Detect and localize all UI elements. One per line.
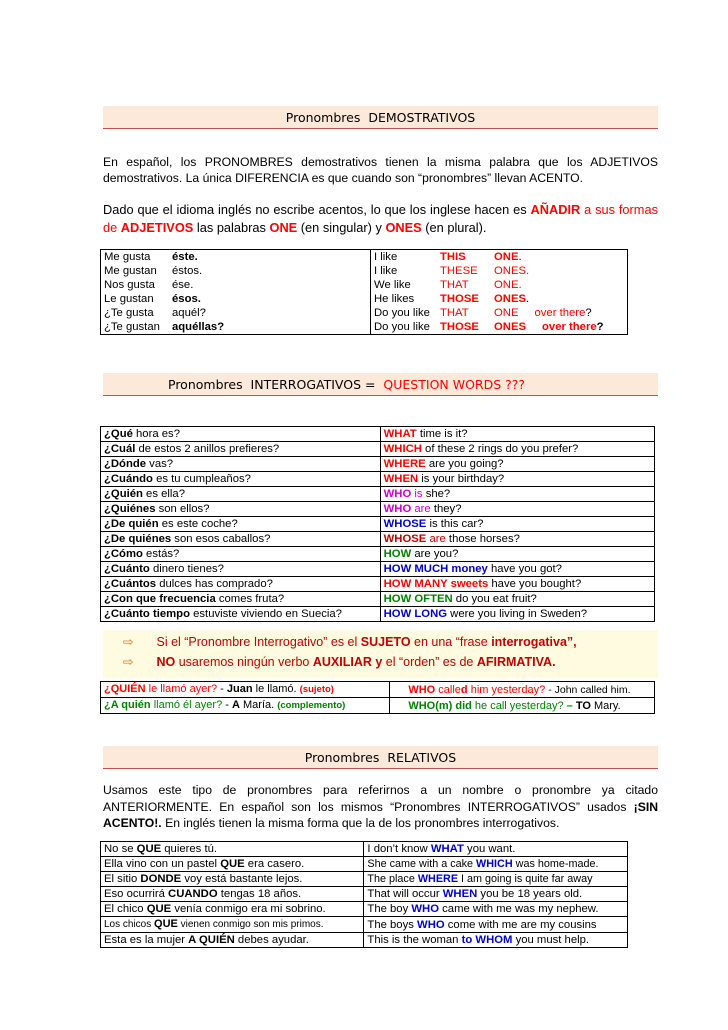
table-row (101, 250, 628, 265)
english-sentence (364, 887, 628, 902)
one-text: ONE. (494, 279, 522, 291)
table-row (101, 457, 655, 472)
question-rest-en: were you living in Sweden? (447, 608, 588, 620)
section-title-keyword: RELATIVOS (387, 749, 457, 765)
spanish-pronoun (169, 250, 371, 265)
relative-pronoun-en: WHICH (476, 858, 513, 870)
question-rest: hora es? (132, 428, 180, 440)
question-rest: son ellos? (155, 503, 210, 515)
question-word: ¿Cómo (104, 548, 143, 560)
english-verb: Do you like (371, 306, 438, 320)
question-word-en: WHICH (383, 443, 422, 455)
english-one (491, 320, 628, 335)
question-rest: estás? (142, 548, 180, 560)
demonstrative-text: THIS (440, 251, 466, 263)
spanish-question (101, 457, 381, 472)
english-one (491, 264, 628, 278)
spanish-question (101, 427, 381, 442)
english-verb: He likes (371, 292, 438, 306)
section-title: Pronombres (168, 376, 243, 392)
question-rest-en: do you eat fruit? (452, 593, 537, 605)
question-word-en: WHOSE (383, 533, 427, 545)
question-rest-en: are you? (411, 548, 459, 560)
spanish-question (101, 592, 381, 607)
relative-pronoun-en: to WHOM (461, 934, 513, 946)
sentence-part: El sitio (104, 873, 141, 885)
english-question (380, 532, 654, 547)
table-row (101, 264, 628, 278)
sentence-part: was home-made. (512, 858, 599, 870)
one-text: ONES (494, 293, 527, 305)
sentence-part: you be 18 years old. (477, 888, 583, 900)
example-es: ¿QUIÉN le llamó ayer? - Juan le llamó. (sujeto) (101, 682, 390, 698)
sentence-part: The boy (367, 903, 412, 915)
sentence-part: No se (104, 843, 137, 855)
question-rest-en: have you bought? (488, 578, 582, 590)
over-there-text: over there (534, 307, 586, 319)
question-word-en: WHERE (383, 458, 426, 470)
sentence-part: quieres tú. (161, 843, 218, 855)
spanish-verb: Le gustan (104, 293, 154, 305)
english-question (380, 562, 654, 577)
auxiliary: are (426, 533, 446, 545)
question-word-en: WHO (383, 488, 412, 500)
table-row (101, 607, 655, 622)
question-rest-en: is your birthday? (418, 473, 505, 485)
sentence-part: Esta es la mujer (104, 934, 189, 946)
spanish-question (101, 607, 381, 622)
question-word-en: WHO (383, 503, 412, 515)
table-row (101, 487, 655, 502)
sentence-part: Ella vino con un pastel (104, 858, 221, 870)
section-header-relativos (103, 746, 658, 769)
relatives-paragraph: Usamos este tipo de pronombres para referirnos a un nombre o pronombre ya citado ANTERIORMENTE. En español son los mismos “Pronombres INTERROGATIVOS” usados ¡SIN ACENTO!. En inglés tienen la misma forma que la de los pronombres interrogativos. (103, 783, 659, 830)
spanish-verb: Nos gusta (104, 279, 155, 291)
spanish-question (101, 577, 381, 592)
spanish-verb: ¿Te gusta (104, 307, 154, 319)
question-word-en: HOW (383, 548, 412, 560)
spanish-pronoun (169, 292, 371, 306)
question-word: ¿Cuándo (104, 473, 153, 485)
question-rest-en: is this car? (426, 518, 484, 530)
english-question (380, 472, 654, 487)
question-rest-en: of these 2 rings do you prefer? (421, 443, 579, 455)
example-row-object (101, 698, 655, 714)
english-sentence (364, 902, 628, 917)
question-word: ¿Quiénes (104, 503, 156, 515)
spanish-question (101, 547, 381, 562)
pronoun-text: ésos. (172, 293, 201, 305)
spanish-verb: Me gustan (104, 265, 157, 277)
punct: . (526, 293, 530, 305)
intro-paragraph: En español, los PRONOMBRES demostrativos tienen la misma palabra que los ADJETIVOS demostrativos. La única DIFERENCIA es que cuando son “pronombres” llevan ACENTO. (103, 155, 658, 185)
sentence-part: El chico (104, 903, 147, 915)
english-demonstrative (437, 306, 491, 320)
question-word-en: WHAT (383, 428, 417, 440)
punct: . (518, 251, 522, 263)
subject-object-examples (100, 681, 655, 714)
sentence-part: voy está bastante lejos. (181, 873, 303, 885)
spanish-sentence (101, 857, 364, 872)
question-rest: es tu cumpleaños? (152, 473, 251, 485)
sentence-part: She came with a cake (367, 858, 477, 870)
pronoun-text: éste. (172, 251, 198, 263)
example-es: ¿A quién llamó él ayer? - A María. (complemento) (101, 698, 390, 714)
sentence-part: you want. (463, 843, 516, 855)
table-row (101, 278, 628, 292)
relative-pronoun-en: WHAT (430, 843, 464, 855)
rule-line-2: ⇨ NO usaremos ningún verbo AUXILIAR y el “orden” es de AFIRMATIVA. (123, 655, 556, 669)
spanish-question (101, 562, 381, 577)
spanish-pronoun (169, 320, 371, 335)
auxiliary: is (411, 488, 423, 500)
english-sentence (364, 857, 628, 872)
table-row (101, 472, 655, 487)
spanish-question (101, 517, 381, 532)
relative-pronoun: QUE (136, 843, 162, 855)
question-word: ¿Cuánto tiempo (104, 608, 190, 620)
section-title: Pronombres (285, 109, 361, 125)
english-verb: Do you like (371, 320, 438, 335)
english-demonstrative (437, 250, 491, 265)
question-rest-en: have you got? (487, 563, 562, 575)
section-title-question-words: QUESTION WORDS ??? (383, 376, 526, 392)
example-row-subject (101, 682, 655, 698)
english-sentence (364, 917, 628, 933)
question-rest: dulces has comprado? (156, 578, 273, 590)
english-verb: I like (371, 264, 438, 278)
pronoun-text: aquél? (172, 307, 206, 319)
question-word: ¿Cuántos (104, 578, 157, 590)
relative-pronoun: DONDE (140, 873, 182, 885)
question-word-en: HOW LONG (383, 608, 448, 620)
question-word-en: HOW OFTEN (383, 593, 453, 605)
sentence-part: This is the woman (367, 934, 462, 946)
english-one (491, 306, 628, 320)
sentence-part: The place (367, 873, 418, 885)
english-sentence (364, 842, 628, 857)
question-word: ¿De quiénes (104, 533, 172, 545)
spanish-question (101, 487, 381, 502)
table-row (101, 562, 655, 577)
relative-pronoun-en: WHO (411, 903, 439, 915)
question-rest: son esos caballos? (171, 533, 271, 545)
question-word-en: WHEN (383, 473, 419, 485)
english-demonstrative (437, 292, 491, 306)
table-row (101, 320, 628, 335)
question-rest: es ella? (142, 488, 185, 500)
relative-pronoun: QUE (220, 858, 245, 870)
question-word-en: WHOSE (383, 518, 427, 530)
english-question (380, 487, 654, 502)
relative-pronoun: QUE (154, 918, 178, 930)
question-rest-en: they? (430, 503, 462, 515)
table-row (101, 502, 655, 517)
english-question (380, 607, 654, 622)
question-word-en: HOW MUCH money (383, 563, 488, 575)
question-word: ¿Qué (104, 428, 133, 440)
pronoun-text: éstos. (172, 265, 203, 277)
question-word: ¿Dónde (104, 458, 147, 470)
auxiliary: are (411, 503, 431, 515)
english-verb: I like (371, 250, 438, 265)
table-row (101, 857, 628, 872)
table-row (101, 427, 655, 442)
demonstrative-text: THOSE (440, 293, 479, 305)
spanish-sentence (101, 902, 364, 917)
punct: ? (585, 307, 592, 319)
english-one (491, 292, 628, 306)
english-question (380, 442, 654, 457)
english-sentence (364, 933, 628, 948)
section-title: Pronombres (304, 749, 380, 765)
sentence-part: Eso ocurrirá (104, 888, 169, 900)
arrow-right-icon: ⇨ (123, 655, 134, 669)
table-row (101, 292, 628, 306)
spanish-verb: ¿Te gustan (104, 321, 160, 333)
question-word-en: HOW MANY sweets (383, 578, 489, 590)
question-word: ¿Quién (104, 488, 143, 500)
sentence-part: That will occur (367, 888, 443, 900)
question-rest-en: she? (422, 488, 451, 500)
example-en: WHO(m) did he call yesterday? – TO Mary. (390, 698, 655, 714)
table-row (101, 933, 628, 948)
question-word: ¿Cuál (104, 443, 136, 455)
one-text: ONES (494, 321, 527, 333)
sentence-part: vienen conmigo son mis primos. (177, 919, 324, 930)
sentence-part: era casero. (244, 858, 305, 870)
table-row (101, 306, 628, 320)
table-row (101, 547, 655, 562)
english-verb: We like (371, 278, 438, 292)
spanish-sentence (101, 872, 364, 887)
spanish-sentence (101, 933, 364, 948)
spanish-sentence (101, 917, 364, 933)
relatives-table (100, 841, 628, 948)
question-rest-en: those horses? (445, 533, 520, 545)
demonstrative-text: THAT (440, 307, 469, 319)
table-row (101, 592, 655, 607)
question-rest-en: are you going? (425, 458, 504, 470)
section-header-interrogativos (103, 373, 658, 396)
sentence-part: I don’t know (367, 843, 431, 855)
relative-pronoun-en: WHEN (442, 888, 478, 900)
english-question (380, 502, 654, 517)
over-there-text: over there (542, 321, 597, 333)
english-question (380, 592, 654, 607)
english-one (491, 278, 628, 292)
table-row (101, 577, 655, 592)
sentence-part: tengas 18 años. (217, 888, 302, 900)
rule-notice (103, 630, 658, 678)
question-rest: dinero tienes? (149, 563, 224, 575)
rule-line-1: ⇨ Si el “Pronombre Interrogativo” es el SUJETO en una “frase interrogativa”, (123, 635, 577, 649)
demonstrative-text: THAT (440, 279, 469, 291)
spanish-question (101, 442, 381, 457)
punct: ? (596, 321, 604, 333)
table-row (101, 887, 628, 902)
question-rest: estuviste viviendo en Suecia? (189, 608, 342, 620)
section-header-demostrativos (103, 106, 658, 129)
english-question (380, 577, 654, 592)
spanish-verb: Me gusta (104, 251, 151, 263)
sentence-part: The boys (367, 918, 418, 931)
relative-pronoun-en: WHO (417, 918, 445, 931)
spanish-sentence (101, 887, 364, 902)
table-row (101, 532, 655, 547)
spanish-pronoun (169, 278, 371, 292)
english-question (380, 517, 654, 532)
section-title-keyword: INTERROGATIVOS = (250, 376, 376, 392)
table-row (101, 872, 628, 887)
english-one (491, 250, 628, 265)
interrogatives-table (100, 426, 655, 622)
table-row (101, 442, 655, 457)
relative-pronoun-en: WHERE (417, 873, 459, 885)
demonstrative-text: THESE (440, 265, 478, 277)
spanish-sentence (101, 842, 364, 857)
table-row (101, 917, 628, 933)
table-row (101, 902, 628, 917)
one-text: ONES. (494, 265, 530, 277)
english-sentence (364, 872, 628, 887)
spanish-pronoun (169, 306, 371, 320)
english-question (380, 457, 654, 472)
english-demonstrative (437, 320, 491, 335)
demonstratives-table (100, 249, 628, 335)
pronoun-text: ése. (172, 279, 194, 291)
relative-pronoun: CUANDO (168, 888, 218, 900)
question-rest-en: time is it? (416, 428, 468, 440)
spanish-pronoun (169, 264, 371, 278)
table-row (101, 517, 655, 532)
english-question (380, 427, 654, 442)
arrow-right-icon: ⇨ (123, 635, 134, 649)
table-row (101, 842, 628, 857)
sentence-part: I am going is quite far away (458, 873, 593, 885)
question-word: ¿Con que frecuencia (104, 593, 216, 605)
question-rest: vas? (146, 458, 174, 470)
sentence-part: came with me was my nephew. (439, 903, 599, 915)
one-text: ONE (494, 251, 519, 263)
question-rest: de estos 2 anillos prefieres? (135, 443, 280, 455)
demonstrative-text: THOSE (440, 321, 479, 333)
pronoun-text: aquéllas? (172, 321, 225, 333)
sentence-part: Los chicos (104, 919, 155, 930)
sentence-part: debes ayudar. (234, 934, 309, 946)
question-word: ¿Cuánto (104, 563, 150, 575)
spanish-question (101, 532, 381, 547)
sentence-part: venía conmigo era mi sobrino. (171, 903, 326, 915)
spanish-question (101, 502, 381, 517)
spanish-question (101, 472, 381, 487)
question-rest: comes fruta? (215, 593, 285, 605)
english-question (380, 547, 654, 562)
section-title-keyword: DEMOSTRATIVOS (368, 109, 476, 125)
relative-pronoun: A QUIÉN (188, 934, 235, 946)
explanation-paragraph: Dado que el idioma inglés no escribe acentos, lo que los inglese hacen es AÑADIR a sus formas de ADJETIVOS las palabras ONE (en singular) y ONES (en plural). (103, 202, 658, 235)
example-en: WHO called him yesterday? - John called him. (390, 682, 655, 698)
question-rest: es este coche? (158, 518, 238, 530)
relative-pronoun: QUE (146, 903, 172, 915)
one-text: ONE (494, 307, 519, 319)
english-demonstrative (437, 264, 491, 278)
sentence-part: you must help. (512, 934, 590, 946)
sentence-part: come with me are my cousins (444, 918, 597, 931)
question-word: ¿De quién (104, 518, 159, 530)
english-demonstrative (437, 278, 491, 292)
